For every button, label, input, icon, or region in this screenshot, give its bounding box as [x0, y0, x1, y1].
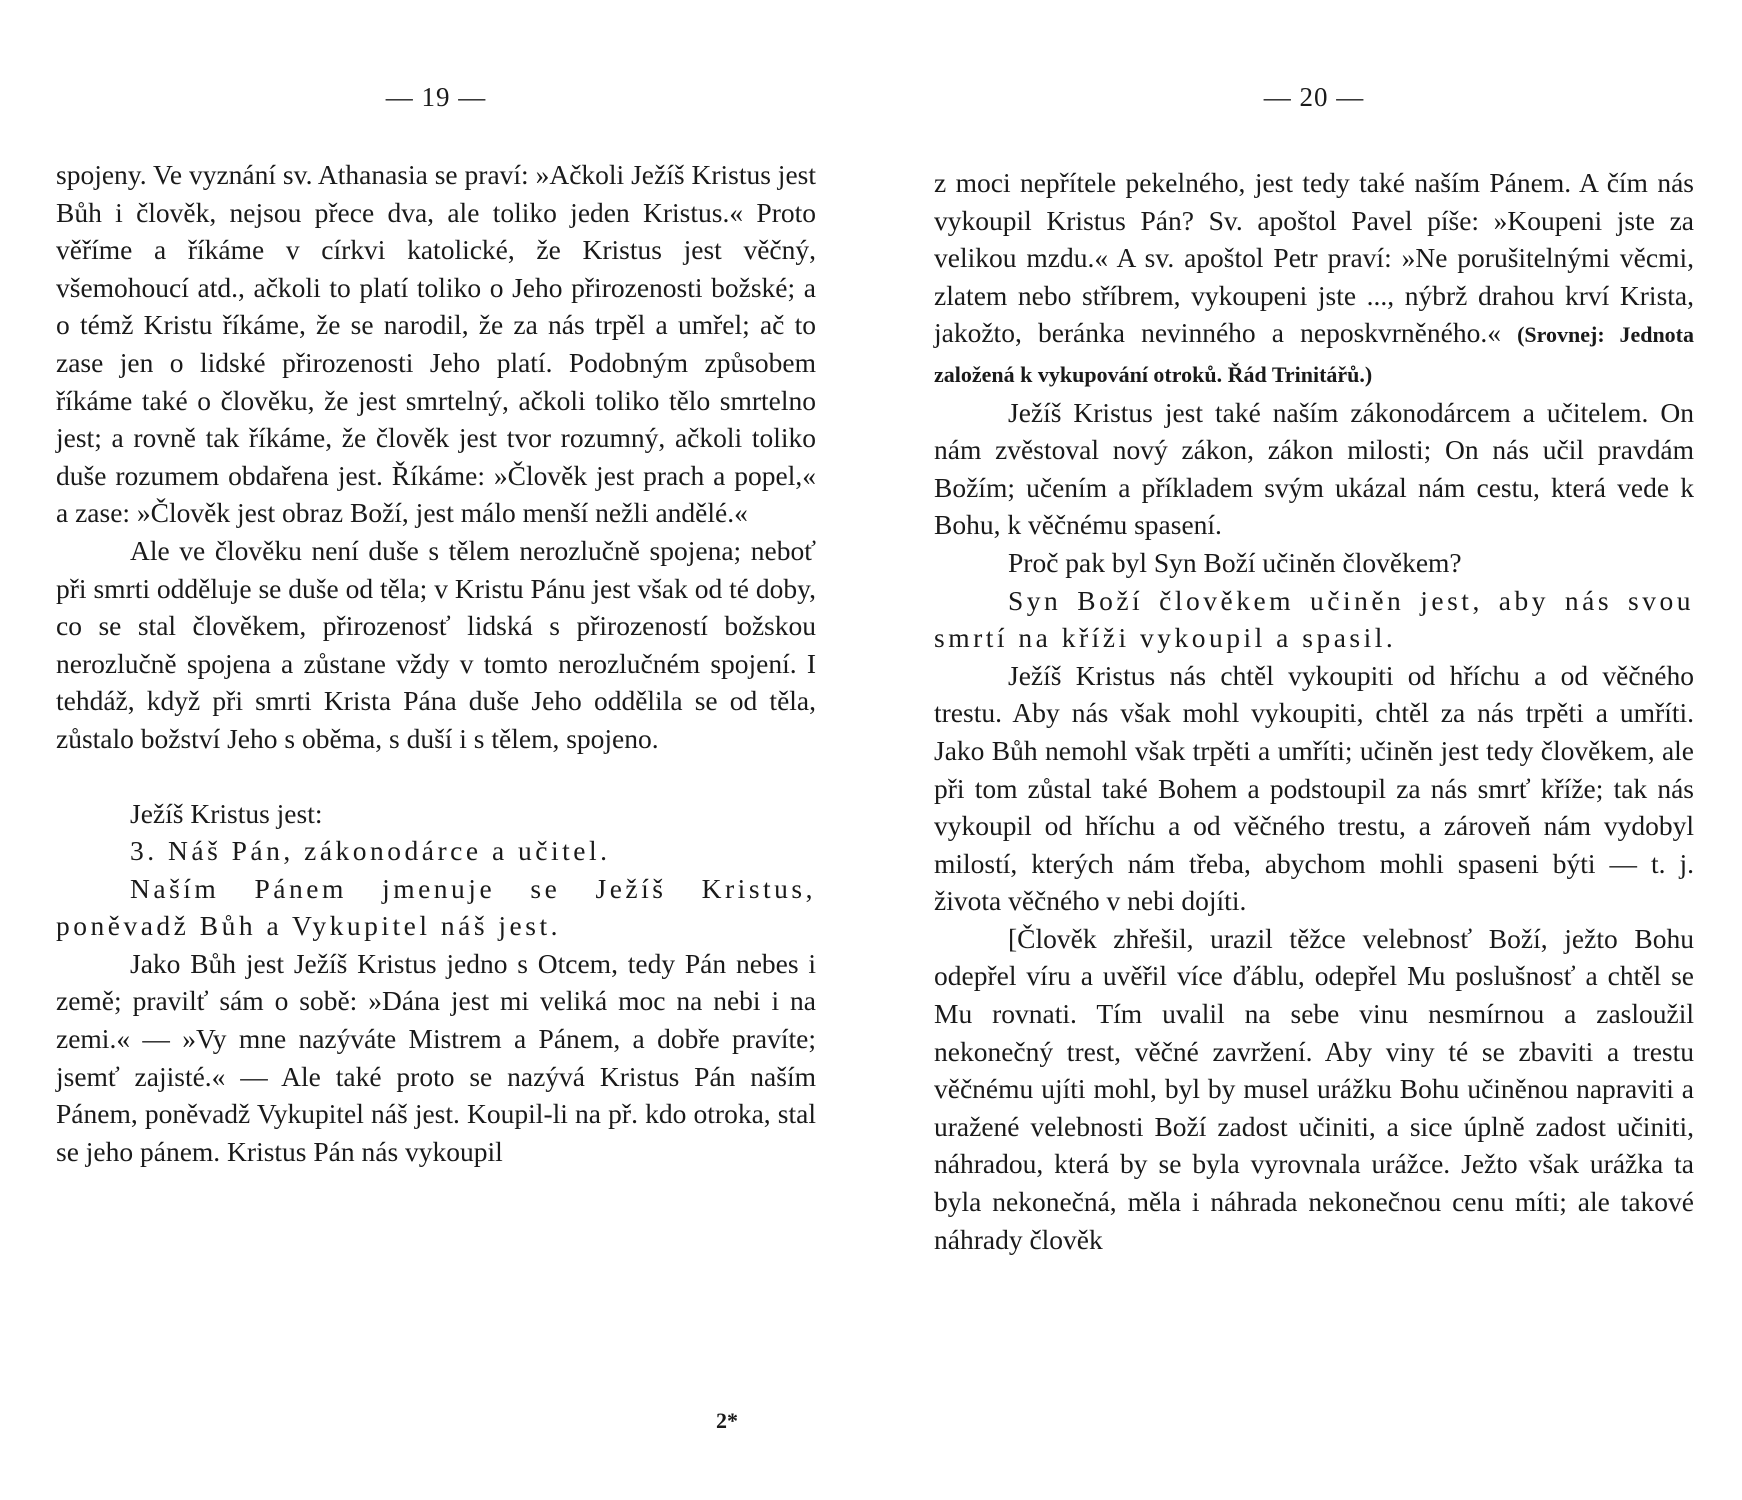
paragraph: [Člověk zhřešil, urazil těžce velebnosť Boží, ježto Bohu odepřel víru a uvěřil více ďáblu, odepřel Mu poslušnosť a chtěl se Mu rovnati. Tím uvalil na sebe vinu nesmírnou a zasloužil nekonečný trest, věčné zavržení. Aby viny té se zbaviti a trestu věčnému ujíti mohl, byl by musel urážku Bohu učiněnou napraviti a uražené velebnosti Boží zadost učiniti, a sice úplně zadost učiniti, náhradou, která by se byla vyrovnala urážce. Ježto však urážka ta byla nekonečná, měla i náhrada nekonečnou cenu míti; ale takové náhrady člověk — [934, 922, 1694, 1255]
page-number: — 19 — — [385, 82, 487, 112]
paragraph: Ježíš Kristus nás chtěl vykoupiti od hříchu a od věčného trestu. Aby nás však mohl vykoupiti, chtěl za nás trpěti a umříti. Jako Bůh nemohl však trpěti a umříti; učiněn jest tedy člověkem, ale při tom zůstal také Bohem a podstoupil za nás smrť kříže; tak nás vykoupil od hříchu a od věčného trestu, a zároveň nám vydobyl milostí, kterých nám třeba, abychom mohli spaseni býti — t. j. života věčného v nebi dojíti. — [934, 659, 1694, 917]
left-page — [56, 0, 816, 1500]
section-heading: 3. Náš Pán, zákonodárce a učitel. — [130, 835, 611, 867]
paragraph: Ale ve člověku není duše s tělem nerozlučně spojena; neboť při smrti odděluje se duše od těla; v Kristu Pánu jest však od té doby, co se stal člověkem, přirozenosť lidská s přirozeností božskou nerozlučně spojena a zůstane vždy v tomto nerozlučném spojení. I tehdáž, když při smrti Krista Pána duše Jeho oddělila se od těla, zůstalo božství Jeho s oběma, s duší i s tělem, spojeno. — [56, 534, 816, 754]
page-number: — 20 — — [1263, 82, 1365, 112]
paragraph: Naším Pánem jmenuje se Ježíš Kristus, poněvadž Bůh a Vykupitel náš jest. — [56, 872, 816, 942]
paragraph — [934, 164, 1694, 394]
paragraph: Jako Bůh jest Ježíš Kristus jedno s Otcem, tedy Pán nebes i země; pravilť sám o sobě: »Dána jest mi veliká moc na nebi i na zemi.« — »Vy mne nazýváte Mistrem a Pánem, a dobře pravíte; jsemť zajisté.« — Ale také proto se nazývá Kristus Pán naším Pánem, poněvadž Vykupitel náš jest. Koupil-li na př. kdo otroka, stal se jeho pánem. Kristus Pán nás vykoupil — [56, 947, 816, 1167]
paragraph: Ježíš Kristus jest také naším zákonodárcem a učitelem. On nám zvěstoval nový zákon, zákon milosti; On nás učil pravdám Božím; učením a příkladem svým ukázal nám cestu, která vede k Bohu, k věčnému spasení. — [934, 396, 1694, 541]
paragraph: Ježíš Kristus jest: — [130, 797, 323, 829]
note: (Srovnej: Jednota založená k vykupování otroků. Řád Trinitářů.) — [934, 322, 1695, 387]
answer: Syn Boží člověkem učiněn jest, aby nás svou smrtí na kříži vykoupil a spasil. — [934, 584, 1694, 654]
page-text — [56, 156, 816, 1170]
right-page — [934, 0, 1694, 1500]
page-text — [934, 164, 1694, 1258]
signature-mark: 2* — [716, 1408, 738, 1433]
paragraph: spojeny. Ve vyznání sv. Athanasia se praví: »Ačkoli Ježíš Kristus jest Bůh i člověk, nejsou přece dva, ale toliko jeden Kristus.« Proto věříme a říkáme v církvi katolické, že Kristus jest věčný, všemohoucí atd., ačkoli to platí toliko o Jeho přirozenosti božské; a o témž Kristu říkáme, že se narodil, že za nás trpěl a umřel; ač to zase jen o lidské přirozenosti Jeho platí. Podobným způsobem říkáme také o člověku, že jest smrtelný, ačkoli toliko tělo smrtelno jest; a rovně tak říkáme, že člověk jest tvor rozumný, ačkoli toliko duše rozumem obdařena jest. Říkáme: »Člověk jest prach a popel,« a zase: »Člověk jest obraz Boží, jest málo menší nežli andělé.« — [56, 159, 816, 529]
question: Proč pak byl Syn Boží učiněn člověkem? — [1008, 546, 1462, 578]
paragraph-text: z moci nepřítele pekelného, jest tedy také naším Pánem. A čím nás vykoupil Kristus Pán? Sv. apoštol Pavel píše: »Koupeni jste za velikou mzdu.« A sv. apoštol Petr praví: »Ne porušitelnými věcmi, zlatem nebo stříbrem, vykoupeni jste ..., nýbrž drahou krví Krista, jakožto, beránka nevinného a neposkvrněného.« — [934, 167, 1694, 349]
